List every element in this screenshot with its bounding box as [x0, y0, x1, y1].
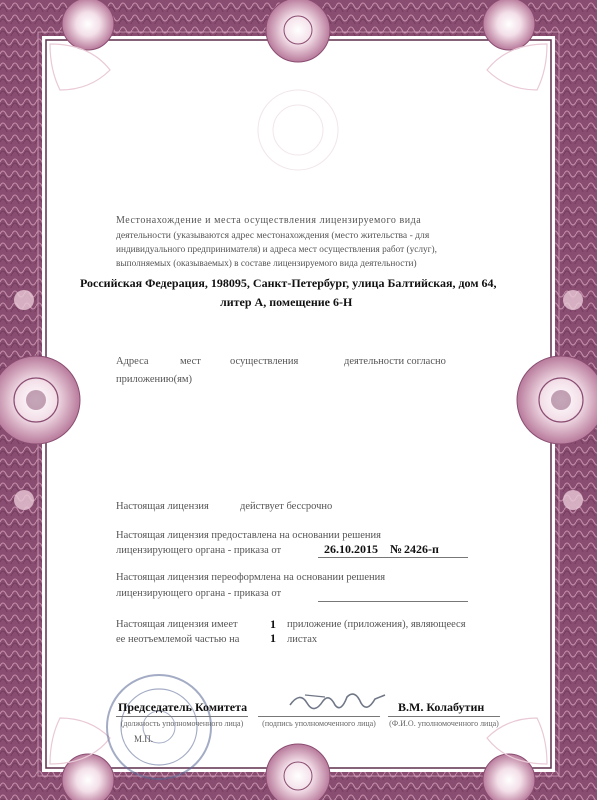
signer-position: Председатель Комитета	[118, 700, 248, 714]
places-line2: приложению(ям)	[116, 374, 193, 385]
attachments-line1-a: Настоящая лицензия имеет	[116, 619, 238, 630]
granted-line2: лицензирующего органа - приказа от	[116, 545, 282, 556]
rosette-left	[0, 356, 80, 444]
stamp-label: М.П.	[134, 734, 154, 744]
places-word3: осуществления	[230, 356, 299, 367]
validity-value: действует бессрочно	[240, 501, 333, 512]
attachments-sheets: 1	[270, 631, 276, 645]
signer-name: В.М. Колабутин	[398, 700, 485, 714]
granted-date: 26.10.2015	[324, 542, 378, 556]
reissued-line2: лицензирующего органа - приказа от	[116, 588, 282, 599]
location-intro-line3: индивидуального предпринимателя) и адреса мест осуществления работ (услуг),	[116, 245, 437, 255]
attachments-count: 1	[270, 617, 276, 631]
places-word2: мест	[180, 356, 201, 367]
signer-name-note: (Ф.И.О. уполномоченного лица)	[389, 719, 499, 728]
signer-position-note: (должность уполномоченного лица)	[120, 719, 244, 728]
validity-label: Настоящая лицензия	[116, 501, 209, 512]
handwritten-signature	[285, 683, 395, 723]
location-intro-line2: деятельности (указываются адрес местонахождения (место жительства - для	[116, 230, 430, 241]
granted-line1: Настоящая лицензия предоставлена на основании решения	[116, 530, 381, 541]
places-word4: деятельности согласно	[344, 356, 446, 367]
attachments-line2-a: ее неотъемлемой частью на	[116, 634, 240, 645]
location-intro-line4: выполняемых (оказываемых) в составе лицензируемого вида деятельности)	[116, 259, 417, 269]
places-word1: Адреса	[116, 356, 149, 367]
location-intro-line1: Местонахождение и места осуществления лицензируемого вида	[116, 215, 422, 226]
signature-note: (подпись уполномоченного лица)	[262, 719, 376, 728]
address-line2: литер А, помещение 6-Н	[220, 295, 353, 309]
attachments-line1-b: приложение (приложения), являющееся	[287, 619, 466, 630]
address-line1: Российская Федерация, 198095, Санкт-Петербург, улица Балтийская, дом 64,	[80, 276, 497, 290]
granted-number: 2426-п	[404, 542, 439, 556]
granted-number-label: №	[390, 542, 403, 556]
attachments-line2-b: листах	[287, 634, 318, 645]
reissued-line1: Настоящая лицензия переоформлена на основании решения	[116, 572, 386, 583]
